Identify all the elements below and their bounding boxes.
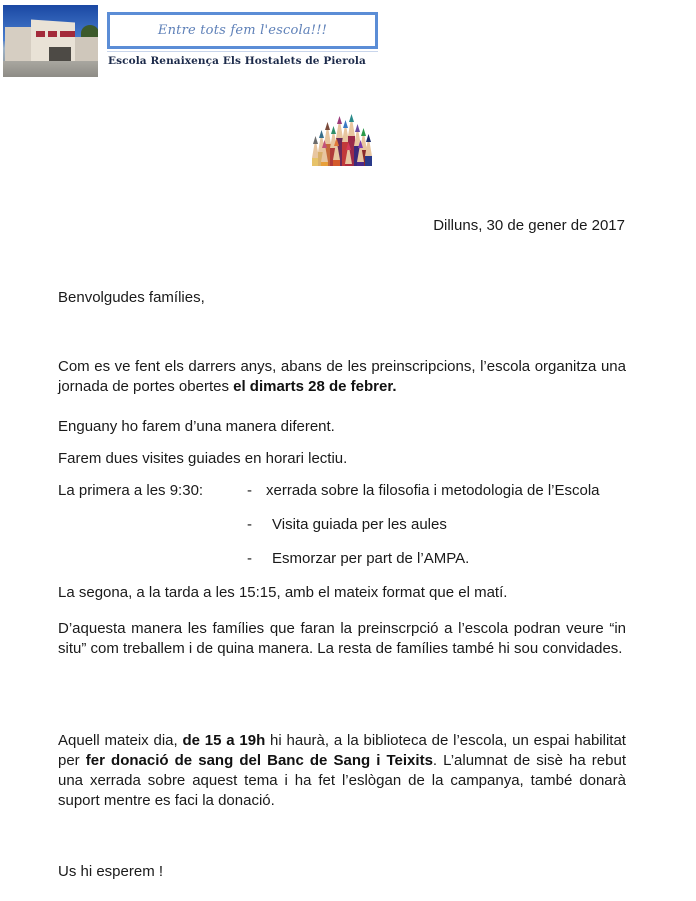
schedule-label: La primera a les 9:30: [58,482,204,499]
donation-hours: de 15 a 19h [182,732,266,749]
pencil-shape [345,142,352,166]
paragraph-text: hi haurà, a la biblioteca de l’escola, un espai habilitat per [58,732,626,769]
photo-window [48,31,57,37]
photo-ground [3,61,98,77]
photo-entrance [49,47,71,61]
colored-pencils-image [310,103,372,166]
pencil-shape [333,138,340,166]
banner-divider [107,51,378,52]
paragraph-text: Aquell mateix dia, [58,732,183,749]
pencil-shape [365,134,372,166]
photo-building-right [73,37,98,63]
pencil-shape [357,140,364,166]
photo-window [69,31,75,37]
pencil-shape [321,140,328,166]
paragraph-afternoon: La segona, a la tarda a les 15:15, amb el mateix format que el matí. [58,584,508,601]
closing: Us hi esperem ! [58,863,164,880]
paragraph-guided-visits: Farem dues visites guiades en horari lectiu. [58,450,348,467]
open-day-date: el dimarts 28 de febrer. [233,378,397,395]
paragraph-different: Enguany ho farem d’una manera diferent. [58,418,335,435]
schedule-row [58,549,626,583]
list-dash: - [247,550,252,567]
schedule-list [58,481,626,583]
paragraph-blood-donation [58,731,626,811]
paragraph-text: Com es ve fent els darrers anys, abans de les preinscripcions, l’escola organitza una jornada de portes obertes [58,358,626,395]
schedule-item: xerrada sobre la filosofia i metodologia de l’Escola [266,482,600,499]
schedule-item: Esmorzar per part de l’AMPA. [272,550,470,567]
motto-text: Entre tots fem l'escola!!! [157,23,328,38]
letter-date: Dilluns, 30 de gener de 2017 [433,217,625,234]
paragraph-text: . L’alumnat de sisè ha rebut una xerrada sobre aquest tema i ha fet l’eslògan de la campanya, també donarà suport mentre es faci la donació. [58,752,626,809]
schedule-row [58,515,626,549]
schedule-item: Visita guiada per les aules [272,516,447,533]
paragraph-in-situ: D’aquesta manera les famílies que faran la preinscrpció a l’escola podran veure “in situ” com treballem i de quina manera. La resta de famílies també hi sou convidades. [58,620,626,657]
school-name: Escola Renaixença Els Hostalets de Pierola [108,55,366,67]
list-dash: - [247,482,252,499]
list-dash: - [247,516,252,533]
greeting: Benvolgudes famílies, [58,289,205,306]
photo-window [36,31,45,37]
motto-banner [107,12,378,49]
donation-organization: fer donació de sang del Banc de Sang i Teixits [85,752,433,769]
photo-window [60,31,69,37]
schedule-row [58,481,626,515]
school-building-photo [3,5,98,77]
paragraph-open-day [58,357,626,397]
